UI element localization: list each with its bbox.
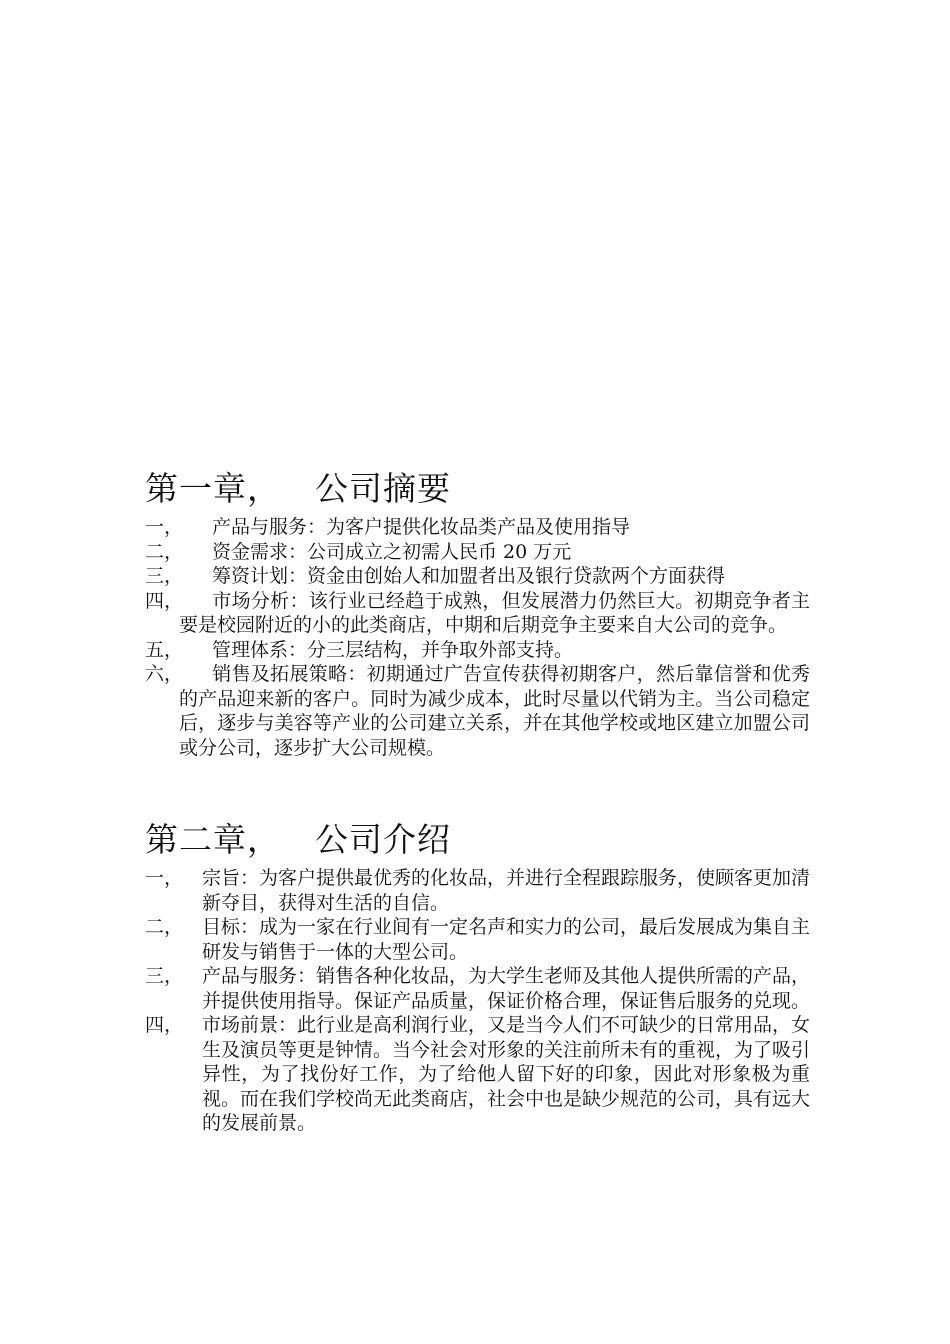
chapter-one-title-number: 第一章，: [145, 469, 281, 508]
list-item-number: 二，: [145, 540, 184, 563]
list-item: [145, 564, 810, 589]
chapter-two-title: [145, 818, 810, 862]
list-item-number: 一，: [145, 516, 184, 538]
list-item-number: 四，: [145, 589, 184, 612]
list-item-text: 资金需求：公司成立之初需人民币 20 万元: [212, 540, 572, 563]
list-item: [145, 662, 810, 760]
chapter-one-section: [145, 467, 810, 760]
list-item: [145, 915, 810, 964]
list-item-number: 三，: [145, 965, 184, 987]
chapter-two-title-number: 第二章，: [145, 820, 281, 859]
list-item-text: 销售及拓展策略：初期通过广告宣传获得初期客户，然后靠信誉和优秀的产品迎来新的客户。同时为减少成本，此时尽量以代销为主。当公司稳定后，逐步与美容等产业的公司建立关系，并在其他学校或地区建立加盟公司或分公司，逐步扩大公司规模。: [179, 663, 810, 759]
list-item-text: 宗旨：为客户提供最优秀的化妆品，并进行全程跟踪服务，使顾客更加清新夺目，获得对生活的自信。: [202, 867, 811, 914]
list-item: [145, 515, 810, 540]
list-item-number: 四，: [145, 1014, 184, 1036]
list-item: [145, 866, 810, 915]
list-item-number: 三，: [145, 565, 184, 587]
list-item-text: 产品与服务：销售各种化妆品，为大学生老师及其他人提供所需的产品，并提供使用指导。保证产品质量，保证价格合理，保证售后服务的兑现。: [202, 965, 811, 1012]
list-item: [145, 638, 810, 663]
list-item: [145, 589, 810, 638]
list-item: [145, 1013, 810, 1136]
list-item-text: 产品与服务：为客户提供化妆品类产品及使用指导: [212, 516, 631, 538]
chapter-two-section: [145, 818, 810, 1136]
list-item-text: 管理体系：分三层结构，并争取外部支持。: [212, 638, 574, 661]
list-item-text: 市场前景：此行业是高利润行业，又是当今人们不可缺少的日常用品，女生及演员等更是钟情。当今社会对形象的关注前所未有的重视，为了吸引异性，为了找份好工作，为了给他人留下好的印象，因此对形象极为重视。而在我们学校尚无此类商店，社会中也是缺少规范的公司，具有远大的发展前景。: [202, 1014, 811, 1134]
list-item: [145, 540, 810, 565]
list-item-number: 五，: [145, 638, 184, 661]
list-item-number: 一，: [145, 867, 184, 889]
chapter-one-title: [145, 467, 810, 511]
chapter-two-title-text: 公司介绍: [315, 820, 451, 859]
list-item: [145, 964, 810, 1013]
list-item-text: 筹资计划：资金由创始人和加盟者出及银行贷款两个方面获得: [212, 565, 726, 587]
list-item-number: 六，: [145, 663, 184, 685]
list-item-text: 目标：成为一家在行业间有一定名声和实力的公司，最后发展成为集自主研发与销售于一体的大型公司。: [202, 916, 811, 963]
list-item-number: 二，: [145, 916, 184, 938]
chapter-one-title-text: 公司摘要: [315, 469, 451, 508]
list-item-text: 市场分析：该行业已经趋于成熟，但发展潜力仍然巨大。初期竞争者主要是校园附近的小的此类商店，中期和后期竞争主要来自大公司的竞争。: [179, 589, 810, 636]
